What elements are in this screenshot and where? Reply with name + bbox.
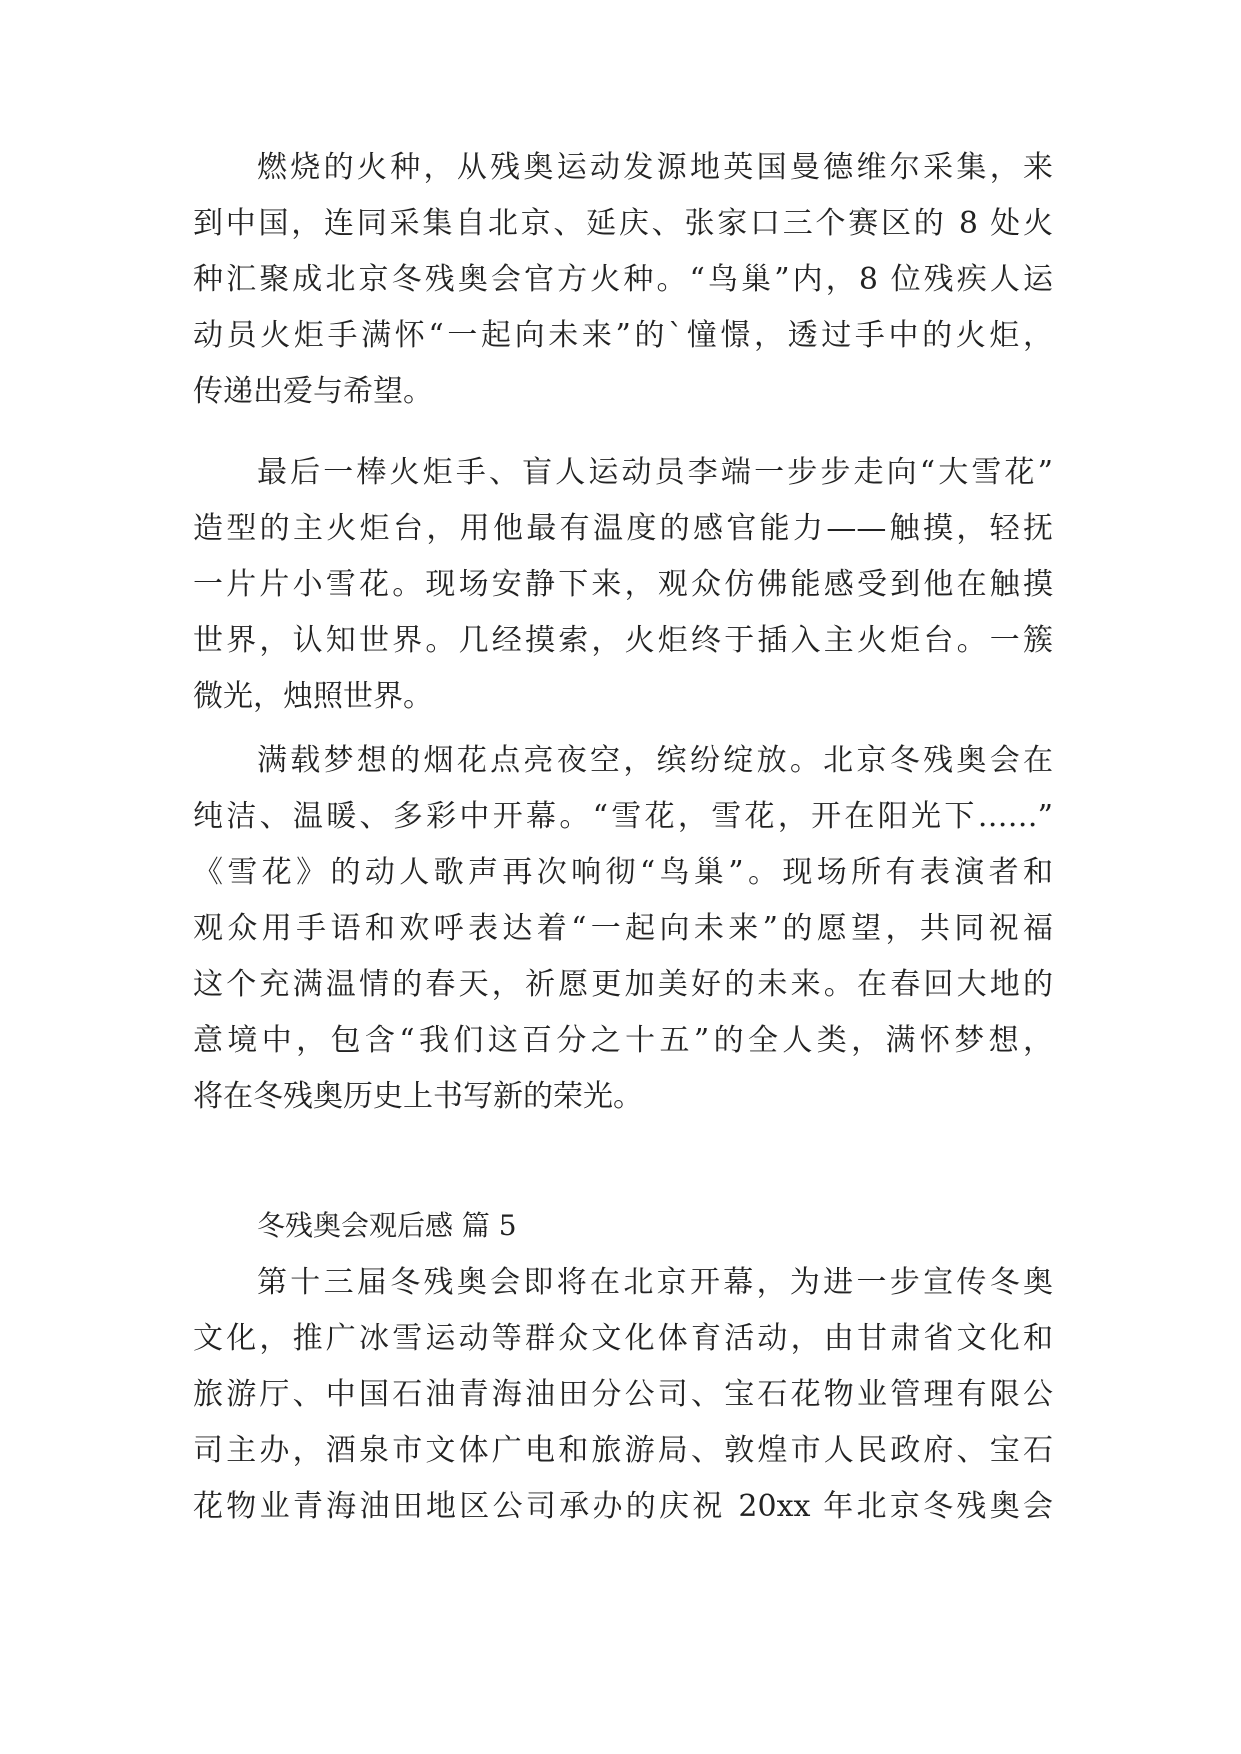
paragraph-line: 司主办，酒泉市文体广电和旅游局、敦煌市人民政府、宝石 <box>193 1433 1053 1468</box>
paragraph-line: 这个充满温情的春天，祈愿更加美好的未来。在春回大地的 <box>193 967 1053 1002</box>
paragraph-line: 花物业青海油田地区公司承办的庆祝 20xx 年北京冬残奥会 <box>193 1489 1053 1524</box>
paragraph-line: 一片片小雪花。现场安静下来，观众仿佛能感受到他在触摸 <box>193 567 1053 602</box>
paragraph-line: 观众用手语和欢呼表达着“一起向未来”的愿望，共同祝福 <box>193 911 1053 946</box>
paragraph-line: 文化，推广冰雪运动等群众文化体育活动，由甘肃省文化和 <box>193 1321 1053 1356</box>
paragraph-line: 满载梦想的烟花点亮夜空，缤纷绽放。北京冬残奥会在 <box>257 743 1053 778</box>
paragraph-line: 将在冬残奥历史上书写新的荣光。 <box>193 1079 643 1114</box>
paragraph-line: 微光，烛照世界。 <box>193 679 433 714</box>
paragraph-line: 造型的主火炬台，用他最有温度的感官能力——触摸，轻抚 <box>193 511 1053 546</box>
paragraph-line: 第十三届冬残奥会即将在北京开幕，为进一步宣传冬奥 <box>257 1265 1053 1300</box>
paragraph-line: 最后一棒火炬手、盲人运动员李端一步步走向“大雪花” <box>257 455 1053 490</box>
paragraph-line: 动员火炬手满怀“一起向未来”的`憧憬，透过手中的火炬， <box>193 318 1053 353</box>
section-heading: 冬残奥会观后感 篇 5 <box>257 1209 517 1242</box>
paragraph-line: 世界，认知世界。几经摸索，火炬终于插入主火炬台。一簇 <box>193 623 1053 658</box>
paragraph-line: 传递出爱与希望。 <box>193 374 433 409</box>
paragraph-line: 旅游厅、中国石油青海油田分公司、宝石花物业管理有限公 <box>193 1377 1053 1412</box>
paragraph-line: 种汇聚成北京冬残奥会官方火种。“鸟巢”内，8 位残疾人运 <box>193 262 1053 297</box>
paragraph-line: 燃烧的火种，从残奥运动发源地英国曼德维尔采集，来 <box>257 150 1053 185</box>
paragraph-line: 到中国，连同采集自北京、延庆、张家口三个赛区的 8 处火 <box>193 206 1053 241</box>
paragraph-line: 意境中，包含“我们这百分之十五”的全人类，满怀梦想， <box>193 1023 1053 1058</box>
paragraph-line: 《雪花》的动人歌声再次响彻“鸟巢”。现场所有表演者和 <box>193 855 1053 890</box>
paragraph-line: 纯洁、温暖、多彩中开幕。“雪花，雪花，开在阳光下……” <box>193 799 1053 834</box>
